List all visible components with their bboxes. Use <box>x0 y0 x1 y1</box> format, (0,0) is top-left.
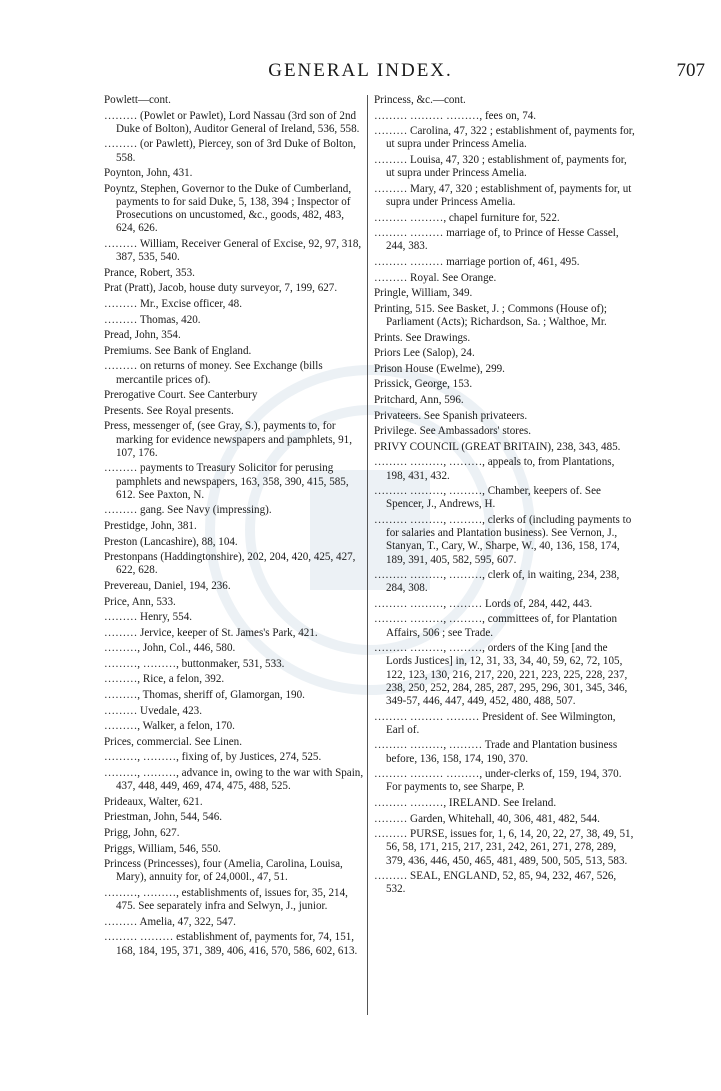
index-entry: Prestonpans (Haddingtonshire), 202, 204, 420, 425, 427, 622, 628. <box>104 551 356 577</box>
index-entry: Presents. See Royal presents. <box>104 404 234 417</box>
index-entry: Press, messenger of, (see Gray, S.), payments to, for marking for evidence newspapers and pamphlets, 91, 107, 176. <box>104 420 352 459</box>
index-entry: Prerogative Court. See Canterbury <box>104 389 258 402</box>
index-entry: Preston (Lancashire), 88, 104. <box>104 535 238 548</box>
index-entry: ……… ………, chapel furniture for, 522. <box>374 211 560 224</box>
index-entry: ……… Thomas, 420. <box>104 313 201 326</box>
index-entry: ……… ………, ………, clerk of, in waiting, 234, 238, 284, 308. <box>374 569 620 595</box>
index-entry: ………, ………, buttonmaker, 531, 533. <box>104 657 285 670</box>
page-number: 707 <box>676 60 705 81</box>
index-entry: Prints. See Drawings. <box>374 331 471 344</box>
index-entry: PRIVY COUNCIL (GREAT BRITAIN), 238, 343, 485. <box>374 440 621 453</box>
index-entry: ……… on returns of money. See Exchange (bills mercantile prices of). <box>104 360 323 386</box>
index-entry: ……… Amelia, 47, 322, 547. <box>104 915 236 928</box>
index-entry: Priestman, John, 544, 546. <box>104 811 223 824</box>
index-entry: ……… ……… ………, under-clerks of, 159, 194, 370. For payments to, see Sharpe, P. <box>374 768 622 794</box>
index-entry: ……… Mr., Excise officer, 48. <box>104 297 242 310</box>
index-entry: ……… ……… establishment of, payments for, 74, 151, 168, 184, 195, 371, 389, 406, 416, 570, 586, 602, 613. <box>104 931 358 957</box>
index-entry: Priggs, William, 546, 550. <box>104 842 221 855</box>
index-entry: ………, Thomas, sheriff of, Glamorgan, 190. <box>104 689 305 702</box>
index-entry: ……… Jervice, keeper of St. James's Park, 421. <box>104 626 318 639</box>
index-entry: Prat (Pratt), Jacob, house duty surveyor, 7, 199, 627. <box>104 282 338 295</box>
index-entry: ……… ………, ………, Chamber, keepers of. See Spencer, J., Andrews, H. <box>374 485 601 511</box>
index-entry: Prestidge, John, 381. <box>104 519 197 532</box>
index-entry: ……… Carolina, 47, 322 ; establishment of, payments for, ut supra under Princess Amelia. <box>374 125 635 151</box>
index-entry: ………, John, Col., 446, 580. <box>104 642 236 655</box>
index-entry: Prigg, John, 627. <box>104 827 180 840</box>
index-entry: ……… ……… ……… President of. See Wilmington, Earl of. <box>374 710 616 736</box>
index-entry: Pringle, William, 349. <box>374 287 473 300</box>
index-entry: ……… Uvedale, 423. <box>104 704 202 717</box>
index-entry: Princess, &c.—cont. <box>374 94 466 106</box>
index-entry: Printing, 515. See Basket, J. ; Commons (House of); Parliament (Acts); Richardson, Sa. ; Walthoe, Mr. <box>374 302 607 328</box>
index-entry: ……… ………, ……… Lords of, 284, 442, 443. <box>374 597 593 610</box>
index-entry: Prance, Robert, 353. <box>104 266 195 279</box>
index-entry: Poynton, John, 431. <box>104 167 193 180</box>
index-entry: ……… Mary, 47, 320 ; establishment of, payments for, ut supra under Princess Amelia. <box>374 182 632 208</box>
index-entry: Privateers. See Spanish privateers. <box>374 409 528 422</box>
index-entry: ………, ………, fixing of, by Justices, 274, 525. <box>104 751 322 764</box>
index-entry: ……… gang. See Navy (impressing). <box>104 504 272 517</box>
index-entry: Pritchard, Ann, 596. <box>374 393 464 406</box>
index-entry: ………, ………, establishments of, issues for, 35, 214, 475. See separately infra and Selwyn, J., junior. <box>104 887 348 913</box>
index-entry: Poyntz, Stephen, Governor to the Duke of Cumberland, payments to for said Duke, 5, 138, 394 ; Inspector of Prosecutions on uncustomed, &c., goods, 482, 483, 624, 626. <box>104 182 352 235</box>
index-entry: Privilege. See Ambassadors' stores. <box>374 425 531 438</box>
index-entry: ……… ……… marriage portion of, 461, 495. <box>374 255 580 268</box>
index-entry: Premiums. See Bank of England. <box>104 344 252 357</box>
index-entry: Powlett—cont. <box>104 94 171 106</box>
column-divider <box>367 95 368 1015</box>
index-entry: ……… SEAL, ENGLAND, 52, 85, 94, 232, 467, 526, 532. <box>374 870 617 896</box>
index-column-right <box>374 94 636 899</box>
index-entry: ……… payments to Treasury Solicitor for perusing pamphlets and newspapers, 163, 358, 390, 415, 585, 612. See Paxton, N. <box>104 462 349 501</box>
index-entry: ……… ………, ………, orders of the King [and the Lords Justices] in, 12, 31, 33, 34, 40, 59, 62, 72, 105, 122, 123, 130, 216, 217, 220, 221, 223, 225, 228, 237, 238, 250, 252, 284, 285, 287, 295, 296, 301, 345, 346, 349-57, 446, 447, 449, 452, 480, 488, 507. <box>374 642 628 708</box>
index-entry: Prison House (Ewelme), 299. <box>374 362 505 375</box>
index-entry: ……… ………, ………, appeals to, from Plantations, 198, 431, 432. <box>374 456 615 482</box>
index-entry: ……… Royal. See Orange. <box>374 271 497 284</box>
index-entry: ……… (Powlet or Pawlet), Lord Nassau (3rd son of 2nd Duke of Bolton), Auditor General of Ireland, 536, 558. <box>104 109 360 135</box>
index-entry: Princess (Princesses), four (Amelia, Carolina, Louisa, Mary), annuity for, of 24,000l., 47, 51. <box>104 858 343 884</box>
index-entry: ……… ………, ………, committees of, for Plantation Affairs, 506 ; see Trade. <box>374 613 618 639</box>
index-entry: Pread, John, 354. <box>104 329 181 342</box>
index-entry: ……… ……… ………, fees on, 74. <box>374 109 537 122</box>
index-entry: ……… ………, IRELAND. See Ireland. <box>374 797 557 810</box>
index-entry: Priors Lee (Salop), 24. <box>374 347 475 360</box>
index-entry: ……… William, Receiver General of Excise, 92, 97, 318, 387, 535, 540. <box>104 237 362 264</box>
index-entry: ……… ………, ………, clerks of (including payments to for salaries and Plantation business). See Vernon, J., Stanyan, T., Cary, W., Sharpe, W., 40, 136, 158, 174, 189, 391, 405, 582, 595, 607. <box>374 513 632 566</box>
index-entry: ………, ………, advance in, owing to the war with Spain, 437, 448, 449, 469, 474, 475, 488, 525. <box>104 767 364 793</box>
index-entry: Price, Ann, 533. <box>104 595 176 608</box>
index-entry: ……… ………, ……… Trade and Plantation business before, 136, 158, 174, 190, 370. <box>374 739 618 765</box>
index-entry: Prideaux, Walter, 621. <box>104 795 203 808</box>
index-entry: ……… (or Pawlett), Piercey, son of 3rd Duke of Bolton, 558. <box>104 138 356 164</box>
index-entry: ……… ……… marriage of, to Prince of Hesse Cassel, 244, 383. <box>374 227 619 253</box>
index-entry: ……… Garden, Whitehall, 40, 306, 481, 482, 544. <box>374 812 600 825</box>
page-title: GENERAL INDEX. <box>268 60 453 81</box>
index-entry: Prissick, George, 153. <box>374 378 473 391</box>
index-entry: Prevereau, Daniel, 194, 236. <box>104 579 231 592</box>
index-entry: ……… Louisa, 47, 320 ; establishment of, payments for, ut supra under Princess Amelia. <box>374 153 627 180</box>
index-entry: ……… PURSE, issues for, 1, 6, 14, 20, 22, 27, 38, 49, 51, 56, 58, 171, 215, 217, 231, 242, 261, 271, 278, 289, 379, 436, 446, 450, 465, 481, 489, 500, 505, 513, 583. <box>374 828 634 867</box>
index-column-left <box>104 94 366 960</box>
index-entry: Prices, commercial. See Linen. <box>104 735 243 748</box>
index-entry: ………, Rice, a felon, 392. <box>104 673 225 686</box>
index-entry: ……… Henry, 554. <box>104 611 193 624</box>
index-entry: ………, Walker, a felon, 170. <box>104 720 235 733</box>
